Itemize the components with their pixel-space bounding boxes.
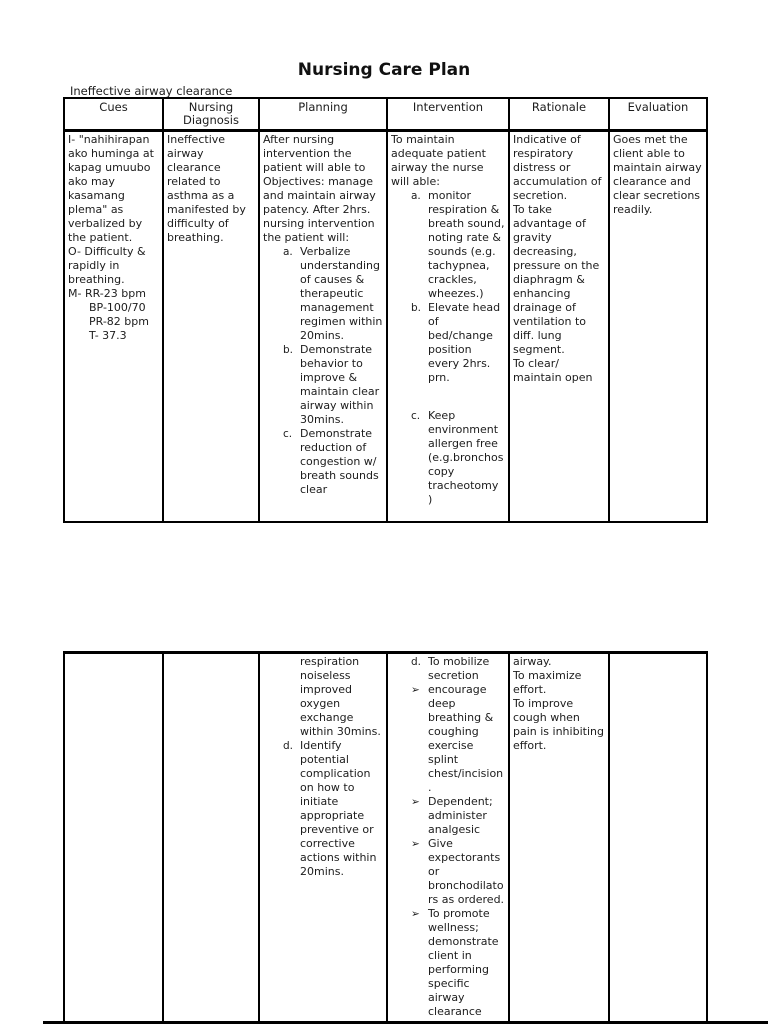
col-header-rationale: Rationale [509,98,609,131]
col-header-cues: Cues [64,98,163,131]
evaluation-text: Goes met the client able to maintain airway clearance and clear secretions readily. [613,133,702,216]
rationale-paragraph-3: To clear/ maintain open [513,357,593,384]
cell-planning-continuation [259,653,387,1024]
cues-vitals-pr: PR-82 bpm [89,315,149,328]
care-plan-table [63,97,708,523]
arrow-bullet-icon: ➢ [411,838,420,850]
col-header-planning: Planning [259,98,387,131]
rationale-paragraph-1: Indicative of respiratory distress or accumulation of secretion. [513,133,602,202]
cell-nursing-diagnosis [163,131,259,523]
rationale-paragraph-2: To take advantage of gravity decreasing, pressure on the diaphragm & enhancing drainage of ventilation to diff. lung segment. [513,203,600,356]
intervention-item-b: b. Elevate head of bed/change position every 2hrs. prn. [411,301,501,384]
table-header-row [64,98,707,131]
intervention-bullet-4: ➢ To promote wellness; demonstrate client in performing specific airway clearance [411,907,499,1018]
cell-rationale-continuation [509,653,609,1024]
document-title: Nursing Care Plan [297,60,471,80]
cell-cues [64,131,163,523]
rationale-paragraph-4: airway. [513,655,552,668]
cell-cues-empty [64,653,163,1024]
intervention-bullet-3: ➢ Give expectorants or bronchodilators as ordered. [411,837,505,906]
cell-planning [259,131,387,523]
intervention-bullet-1: ➢ encourage deep breathing & coughing exercise splint chest/incision. [411,683,504,794]
intervention-bullet-2: ➢ Dependent; administer analgesic [411,795,493,836]
rationale-paragraph-6: To improve cough when pain is inhibiting effort. [513,697,604,752]
intervention-item-d: d. To mobilize secretion [411,655,490,682]
arrow-bullet-icon: ➢ [411,684,420,696]
cell-nursing-diagnosis-empty [163,653,259,1024]
planning-intro: After nursing intervention the patient will able to Objectives: manage and maintain airway patency. After 2hrs. nursing intervention the patient will: [263,133,376,244]
intervention-intro: To maintain adequate patient airway the nurse will able: [391,133,486,188]
planning-item-c-continued: respiration noiseless improved oxygen exchange within 30mins. [300,655,381,738]
cues-subjective-text: I- "nahihirapan ako huminga at kapag umuubo ako may kasamang plema" as verbalized by the patient. [68,133,154,244]
rationale-paragraph-5: To maximize effort. [513,669,582,696]
cell-evaluation-empty [609,653,707,1024]
diagnosis-text: Ineffective airway clearance related to asthma as a manifested by difficulty of breathing. [167,133,246,244]
col-header-evaluation: Evaluation [609,98,707,131]
intervention-item-c: c. Keep environment allergen free (e.g.bronchoscopy tracheotomy ) [411,409,504,506]
cues-vitals-bp: BP-100/70 [89,301,146,314]
care-plan-row [64,131,707,523]
cell-intervention-continuation [387,653,509,1024]
intervention-item-a: a. monitor respiration & breath sound, noting rate & sounds (e.g. tachypnea, crackles, wheezes.) [411,189,505,300]
cell-rationale [509,131,609,523]
planning-item-a: a. Verbalize understanding of causes & therapeutic management regimen within 20mins. [283,245,383,342]
col-header-nursing-diagnosis: Nursing Diagnosis [163,98,259,131]
document-subtitle: Ineffective airway clearance [70,84,233,98]
planning-item-c: c. Demonstrate reduction of congestion w/ breath sounds clear [283,427,379,496]
cues-objective-text: O- Difficulty & rapidly in breathing. [68,245,146,286]
cell-intervention [387,131,509,523]
cues-vitals-temp: T- 37.3 [89,329,127,342]
arrow-bullet-icon: ➢ [411,796,420,808]
care-plan-row-continuation [64,653,707,1024]
cell-evaluation [609,131,707,523]
planning-item-b: b. Demonstrate behavior to improve & maintain clear airway within 30mins. [283,343,380,426]
planning-item-d: d. Identify potential complication on how to initiate appropriate preventive or corrective actions within 20mins. [283,739,377,878]
arrow-bullet-icon: ➢ [411,908,420,920]
col-header-intervention: Intervention [387,98,509,131]
cues-vitals-rr: M- RR-23 bpm [68,287,146,300]
care-plan-table-continuation [63,651,708,1024]
